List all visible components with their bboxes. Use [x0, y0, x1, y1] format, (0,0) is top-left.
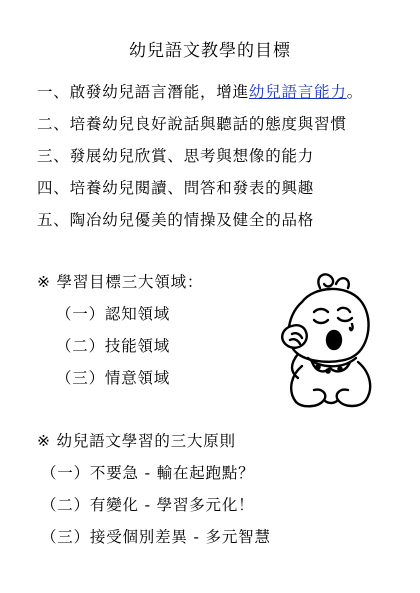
- principle-item: （二）有變化 - 學習多元化！: [41, 496, 255, 514]
- domains-heading: ※ 學習目標三大領域：: [37, 273, 204, 291]
- principles-heading: ※ 幼兒語文學習的三大原則: [37, 432, 236, 450]
- goal-5: 五、陶冶幼兒優美的情操及健全的品格: [37, 211, 315, 229]
- goal-1-link[interactable]: 幼兒語言能力: [248, 83, 347, 101]
- principle-item: （一）不要急 - 輸在起跑點？: [41, 464, 255, 482]
- goal-1-suffix: 。: [346, 83, 364, 101]
- domain-item: （三）情意領域: [56, 369, 171, 387]
- goal-1-prefix: 一、啟發幼兒語言潛能，增進: [37, 83, 249, 101]
- baby-icon: [262, 268, 386, 410]
- domain-item: （二）技能領域: [56, 337, 171, 355]
- page-title: 幼兒語文教學的目標: [129, 41, 291, 61]
- goal-1: [37, 80, 363, 102]
- goal-3: 三、發展幼兒欣賞、思考與想像的能力: [37, 147, 315, 165]
- goal-4: 四、培養幼兒閱讀、問答和發表的興趣: [37, 179, 315, 197]
- goal-2: 二、培養幼兒良好說話與聽話的態度與習慣: [37, 115, 347, 133]
- principle-item: （三）接受個別差異 - 多元智慧: [41, 528, 271, 546]
- domain-item: （一）認知領域: [56, 305, 171, 323]
